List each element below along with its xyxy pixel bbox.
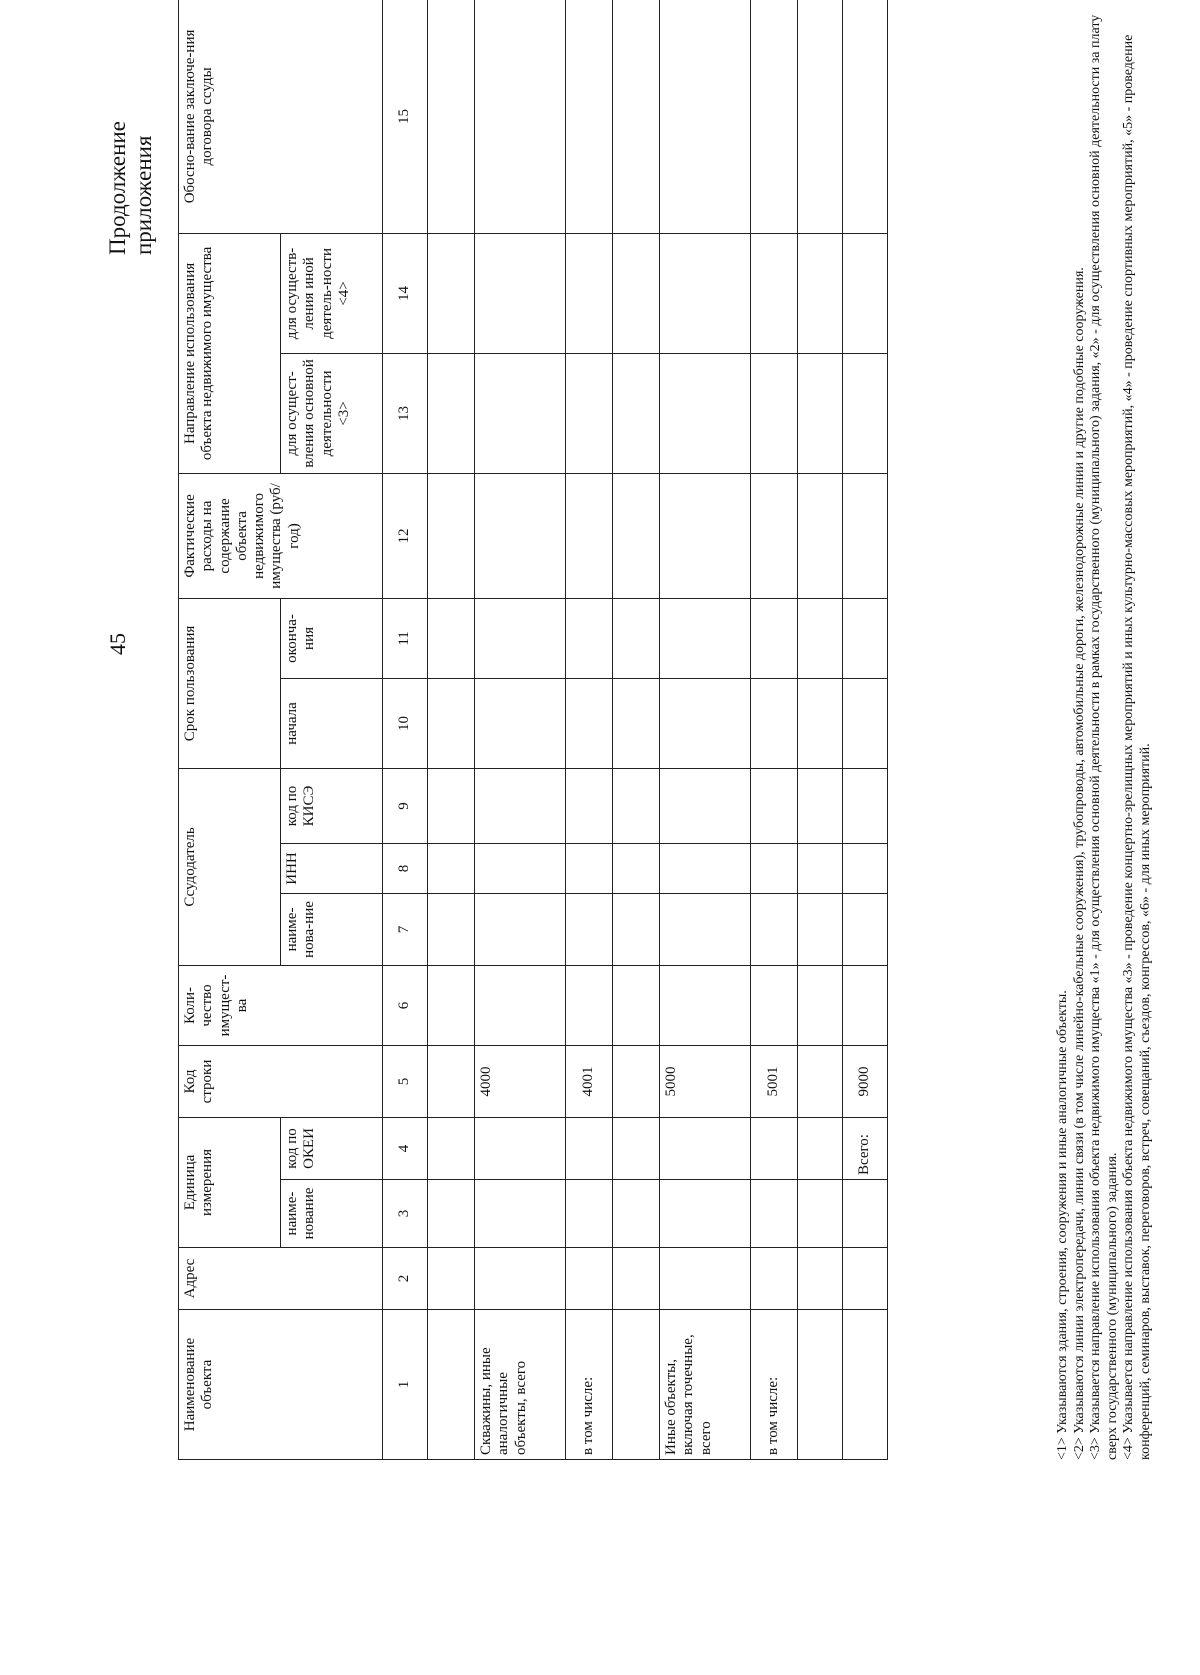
row-label: Скважины, иные аналогичные объекты, всего [475,1310,566,1460]
row-code: 4001 [566,1045,613,1117]
table-row [566,0,613,1460]
header-lender: Ссудодатель [179,768,281,965]
row-label: в том числе: [751,1310,798,1460]
header-unit: Единица измерения [179,1117,281,1247]
col-num: 5 [383,1045,428,1117]
total-label: Всего: [843,1117,888,1179]
footnote: <2> Указываются линии электропередачи, линии связи (в том числе линейно-кабельные сооружения), трубопроводы, автомобильные дороги, железнодорожные линии и другие подобные сооружения. [1071,267,1087,1460]
header-basis: Обосно-вание заключе-ния договора ссуды [179,0,383,233]
footnotes [1055,10,1154,1460]
col-num: 11 [383,598,428,678]
table-row [428,0,475,1460]
header-lender-inn: ИНН [281,843,383,893]
header-row-code: Код строки [179,1045,383,1117]
col-num: 6 [383,965,428,1045]
row-code: 5000 [660,1045,751,1117]
footnote: <3> Указывается направление использования объекта недвижимого имущества «1» - для осуществления основной деятельности в рамках государственного (муниципального) задания, «2» - для осуществления основной деятельности за плату сверх государственного (муниципального) задания. [1088,14,1120,1460]
col-num: 3 [383,1180,428,1248]
header-name: Наименование объекта [179,1310,383,1460]
row-label: Иные объекты, включая точечные, всего [660,1310,751,1460]
column-numbers-row [383,0,428,1460]
header-address: Адрес [179,1248,383,1310]
row-label: в том числе: [566,1310,613,1460]
col-num: 12 [383,473,428,598]
total-code: 9000 [843,1045,888,1117]
col-num: 2 [383,1248,428,1310]
table-row [613,0,660,1460]
footnote: <4> Указывается направление использования объекта недвижимого имущества «3» - проведение концертно-зрелищных мероприятий и иных культурно-массовых мероприятий, «4» - проведение спортивных мероприятий, «5» - проведение конференций, семинаров, выставок, переговоров, встреч, совещаний, съездов, конгрессов, «6» - для иных мероприятий. [1121,34,1153,1460]
col-num: 8 [383,843,428,893]
header-direction: Направление использования объекта недвижимого имущества [179,233,281,473]
table-row [798,0,843,1460]
header-unit-name: наиме-нование [281,1180,383,1248]
continuation-title: Продолжение приложения [105,121,156,255]
col-num: 1 [383,1310,428,1460]
header-lender-name: наиме-нова-ние [281,893,383,965]
col-num: 10 [383,678,428,768]
header-unit-okei: код по ОКЕИ [281,1117,383,1179]
header-lender-kise: код по КИСЭ [281,768,383,843]
row-code: 5001 [751,1045,798,1117]
header-term: Срок пользования [179,598,281,768]
header-expenses: Фактические расходы на содержание объекта недвижимого имущества (руб/год) [179,473,383,598]
col-num: 13 [383,353,428,473]
col-num: 14 [383,233,428,353]
header-term-start: начала [281,678,383,768]
page-number: 45 [105,633,130,655]
col-num: 9 [383,768,428,843]
table-row [751,0,798,1460]
property-loan-table [178,0,888,1460]
header-quantity: Коли-чество имущест-ва [179,965,383,1045]
header-direction-main: для осущест-вления основной деятельности <3> [281,353,383,473]
col-num: 4 [383,1117,428,1179]
row-code: 4000 [475,1045,566,1117]
table-row [475,0,566,1460]
header-direction-other: для осуществ-ления иной деятель-ности <4> [281,233,383,353]
header-term-end: оконча-ния [281,598,383,678]
col-num: 15 [383,0,428,233]
table-row [660,0,751,1460]
total-row [843,0,888,1460]
col-num: 7 [383,893,428,965]
footnote: <1> Указываются здания, строения, сооружения и иные аналогичные объекты. [1055,990,1070,1460]
